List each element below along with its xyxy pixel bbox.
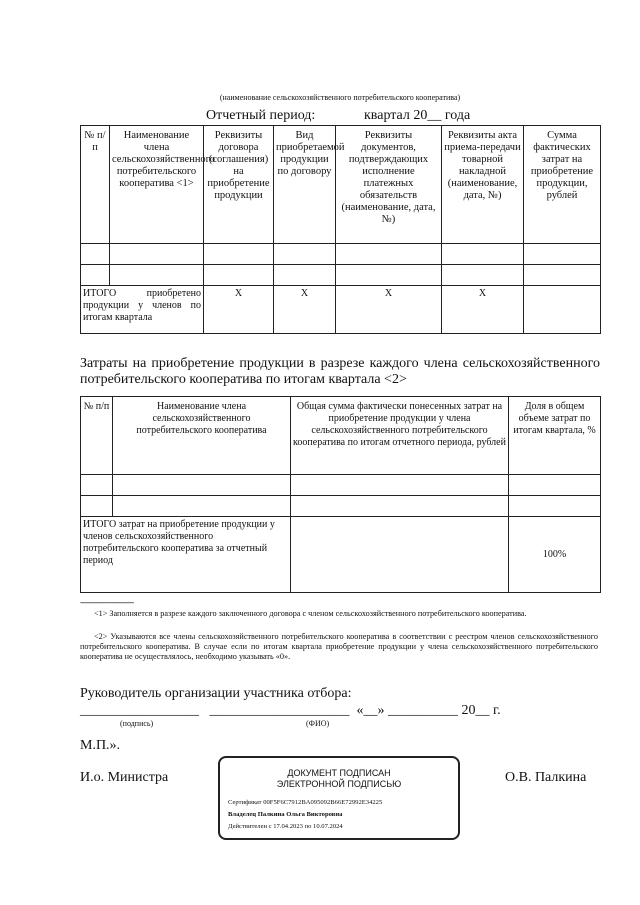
- table-cell[interactable]: [110, 265, 204, 286]
- seal-place: М.П.».: [80, 738, 121, 753]
- table-cell[interactable]: [113, 496, 291, 517]
- col-header: Сумма фактических затрат на приобретение продукции, рублей: [524, 126, 601, 244]
- table-cell[interactable]: [442, 244, 524, 265]
- period-label: Отчетный период:: [206, 108, 316, 123]
- section-title: Затраты на приобретение продукции в разрезе каждого члена сельскохозяйственного потребительского кооператива по итогам квартала <2>: [80, 356, 600, 387]
- table-cell[interactable]: [336, 244, 442, 265]
- table-cell[interactable]: [81, 265, 110, 286]
- table-cell[interactable]: [204, 265, 274, 286]
- stamp-valid: Действителен с 17.04.2023 по 10.07.2024: [228, 823, 343, 830]
- table-cell[interactable]: [336, 265, 442, 286]
- col-header: Вид приобретаемой продукции по договору: [274, 126, 336, 244]
- col-header: Доля в общем объеме затрат по итогам квартала, %: [509, 397, 601, 475]
- table-row: [81, 265, 601, 286]
- sign-caption: (подпись): [120, 719, 154, 728]
- table-cell[interactable]: [291, 517, 509, 593]
- table-cell[interactable]: [113, 475, 291, 496]
- total-label: ИТОГО приобретено продукции у членов по итогам квартала: [81, 286, 204, 334]
- footnote-1: <1> Заполняется в разрезе каждого заключенного договора с членом сельскохозяйственного потребительского кооператива.: [94, 609, 527, 618]
- e-signature-stamp: [218, 756, 460, 840]
- table-row: [81, 244, 601, 265]
- purchase-table: [80, 125, 601, 334]
- total-mark: X: [336, 286, 442, 334]
- col-header: Реквизиты акта приема-передачи товарной накладной (наименование, дата, №): [442, 126, 524, 244]
- table-cell[interactable]: [524, 265, 601, 286]
- total-mark: X: [274, 286, 336, 334]
- table-cell[interactable]: [81, 496, 113, 517]
- stamp-line-1: ДОКУМЕНТ ПОДПИСАН: [287, 768, 391, 778]
- table-cell[interactable]: [291, 496, 509, 517]
- total-row: [81, 517, 601, 593]
- col-header: Реквизиты документов, подтверждающих исполнение платежных обязательств (наименование, дата, №): [336, 126, 442, 244]
- table-header-row: [81, 397, 601, 475]
- total-label: ИТОГО затрат на приобретение продукции у членов сельскохозяйственного потребительского кооператива за отчетный период: [81, 517, 291, 593]
- table-row: [81, 475, 601, 496]
- coop-name-caption: (наименование сельскохозяйственного потребительского кооператива): [219, 93, 461, 102]
- col-header: № п/п: [81, 126, 110, 244]
- footnote-separator: --------------------------------: [80, 598, 134, 607]
- stamp-certificate: Сертификат 00F5F6C7912BA095092B66E72992E34225: [228, 799, 383, 806]
- col-header: № п/п: [81, 397, 113, 475]
- table-cell[interactable]: [291, 475, 509, 496]
- col-header: Наименование члена сельскохозяйственного потребительского кооператива: [113, 397, 291, 475]
- table-row: [81, 496, 601, 517]
- table-cell[interactable]: [204, 244, 274, 265]
- col-header: Реквизиты договора (соглашения) на приобретение продукции: [204, 126, 274, 244]
- table-cell[interactable]: [81, 244, 110, 265]
- table-cell[interactable]: [110, 244, 204, 265]
- col-header: Наименование члена сельскохозяйственного потребительского кооператива <1>: [110, 126, 204, 244]
- table-cell[interactable]: [524, 244, 601, 265]
- table-cell[interactable]: [442, 265, 524, 286]
- table-cell[interactable]: [509, 496, 601, 517]
- costs-table: [80, 396, 601, 593]
- fio-caption: (ФИО): [306, 719, 330, 728]
- col-header: Общая сумма фактически понесенных затрат на приобретение продукции у члена сельскохозяйственного потребительского кооператива по итогам отчетного периода, рублей: [291, 397, 509, 475]
- total-mark: X: [442, 286, 524, 334]
- signature-line[interactable]: _________________ ____________________ «__» __________ 20__ г.: [80, 703, 501, 718]
- period-value: квартал 20__ года: [364, 108, 471, 123]
- footnote-2: <2> Указываются все члены сельскохозяйственного потребительского кооператива в соответствии с реестром членов сельскохозяйственного потребительского кооператива. В случае если по итогам квартала приобретение продукции у члена сельскохозяйственного потребительского кооператива не осуществлялось, необходимо указывать «0».: [80, 632, 598, 661]
- total-mark: X: [204, 286, 274, 334]
- total-row: [81, 286, 601, 334]
- total-percent: 100%: [509, 517, 601, 593]
- table-cell[interactable]: [81, 475, 113, 496]
- table-header-row: [81, 126, 601, 244]
- acting-minister-title: И.о. Министра: [80, 770, 169, 785]
- table-cell[interactable]: [274, 265, 336, 286]
- table-cell[interactable]: [509, 475, 601, 496]
- table-cell[interactable]: [524, 286, 601, 334]
- minister-name: О.В. Палкина: [505, 770, 587, 785]
- head-label: Руководитель организации участника отбора:: [80, 686, 352, 701]
- stamp-line-2: ЭЛЕКТРОННОЙ ПОДПИСЬЮ: [276, 779, 402, 789]
- table-cell[interactable]: [274, 244, 336, 265]
- stamp-owner: Владелец Палкина Ольга Викторовна: [228, 811, 343, 818]
